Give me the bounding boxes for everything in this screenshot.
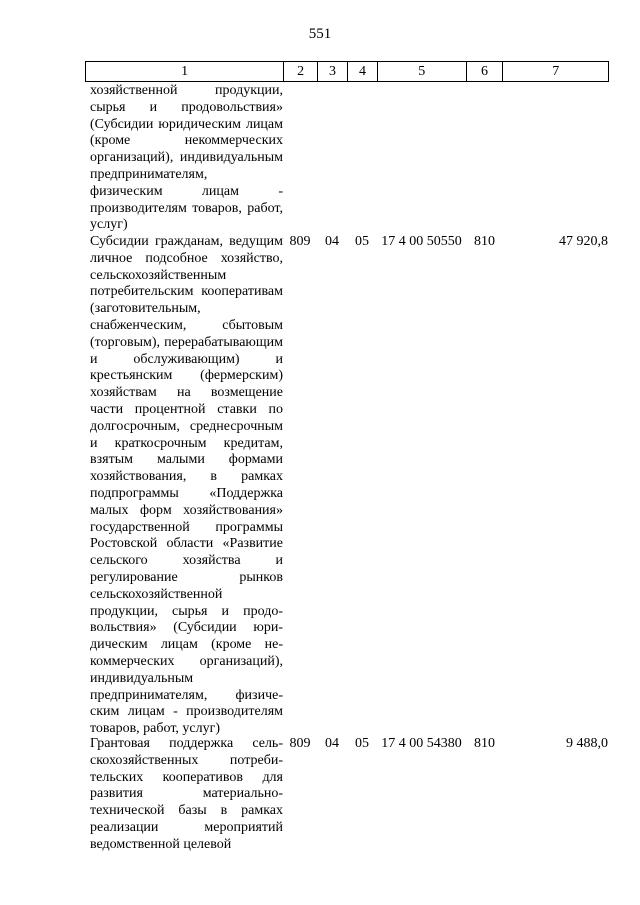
- column-header-1: 1: [86, 62, 284, 81]
- row-amount: 9 488,0: [566, 736, 608, 751]
- column-header-3: 3: [318, 62, 348, 81]
- row-subsection-code: 05: [355, 234, 369, 249]
- row-ministry-code: 809: [289, 736, 311, 751]
- column-header-2: 2: [284, 62, 318, 81]
- column-header-4: 4: [348, 62, 378, 81]
- row-ministry-code: [283, 83, 317, 234]
- row-description: хозяйственной продукции, сырья и продовольствия» (Субсидии юридическим лицам (кроме некоммерческих организаций), индивидуальным предпринимателям, физическим лицам - производителям товаров, работ, услуг): [90, 83, 283, 233]
- row-section-code: [317, 83, 347, 234]
- row-target-article: [377, 83, 466, 234]
- row-amount: [503, 83, 608, 234]
- column-header-5: 5: [378, 62, 467, 81]
- row-expense-type: [466, 83, 503, 234]
- row-target-article: 17 4 00 54380: [381, 736, 462, 751]
- row-ministry-code: 809: [289, 234, 311, 249]
- table-row: [85, 83, 609, 234]
- row-expense-type: 810: [474, 234, 495, 249]
- page-number: 551: [308, 26, 332, 42]
- column-header-7: 7: [552, 63, 560, 79]
- row-subsection-code: 05: [355, 736, 369, 751]
- row-description: Грантовая поддержка сельскохозяйственных потребительских кооперативов для развития материально-технической базы в рамках реализации мероприятий ведомственной целевой: [90, 736, 283, 852]
- row-subsection-code: [347, 83, 377, 234]
- table-row: [85, 234, 609, 738]
- column-header-6: 6: [467, 62, 504, 81]
- row-expense-type: 810: [474, 736, 495, 751]
- table-row: [85, 736, 609, 854]
- row-amount: 47 920,8: [559, 234, 608, 249]
- row-target-article: 17 4 00 50550: [381, 234, 462, 249]
- table-header-row: [85, 61, 609, 82]
- row-section-code: 04: [325, 736, 339, 751]
- row-section-code: 04: [325, 234, 339, 249]
- row-description: Субсидии гражданам, ведущим личное подсобное хозяйство, сельскохозяйственным потребительским кооперативам (заготовительным, снабженческим, сбытовым (торговым), перерабатывающим и обслуживающим) и крестьянским (фермерским) хозяйствам на возмещение части процентной ставки по долгосрочным, среднесрочным и краткосрочным кредитам, взятым малыми формами хозяйствования, в рамках подпрограммы «Поддержка малых форм хозяйствования» государственной программы Ростовской области «Развитие сельского хозяйства и регулирование рынков сельскохозяйственной продукции, сырья и продовольствия» (Субсидии юридическим лицам (кроме некоммерческих организаций), индивидуальным предпринимателям, физическим лицам - производителям товаров, работ, услуг): [90, 234, 283, 737]
